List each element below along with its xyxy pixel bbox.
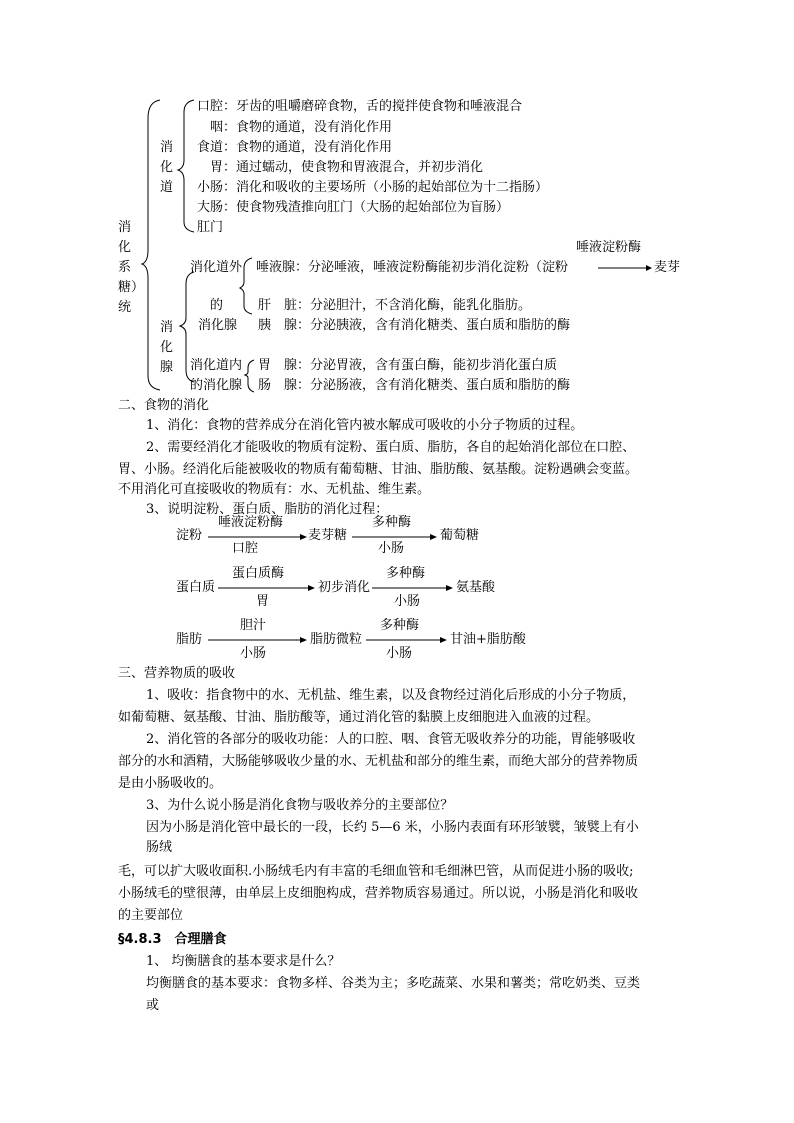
paragraph: 2、需要经消化才能吸收的物质有淀粉、蛋白质、脂肪，各自的起始消化部位在口腔、 <box>146 440 636 455</box>
tract-brace <box>178 100 194 232</box>
paragraph: 是由小肠吸收的。 <box>118 776 223 791</box>
paragraph: 如葡萄糖、氨基酸、甘油、脂肪酸等，通过消化管的黏膜上皮细胞进入血液的过程。 <box>118 710 600 725</box>
system-brace <box>142 100 160 390</box>
tract-item: 大肠：使食物残渣推向肛门（大肠的起始部位为盲肠） <box>197 200 510 215</box>
inner-gland-item: 肠 腺：分泌肠液，含有消化糖类、蛋白质和脂肪的酶 <box>258 378 571 393</box>
paragraph: 1、吸收：指食物中的水、无机盐、维生素，以及食物经过消化后形成的小分子物质， <box>146 688 636 703</box>
section3-heading: 三、营养物质的吸收 <box>118 666 236 681</box>
inner-gland-item: 胃 腺：分泌胃液，含有蛋白酶，能初步消化蛋白质 <box>258 358 558 373</box>
paragraph: 毛，可以扩大吸收面积.小肠绒毛内有丰富的毛细血管和毛细淋巴管，从而促进小肠的吸收; <box>118 864 634 879</box>
paragraph: 1、消化：食物的营养成分在消化管内被水解成可吸收的小分子物质的过程。 <box>146 418 584 433</box>
paragraph: 3、说明淀粉、蛋白质、脂肪的消化过程： <box>146 502 389 517</box>
paragraph: 小肠绒毛的壁很薄，由单层上皮细胞构成，营养物质容易通过。所以说，小肠是消化和吸收 <box>118 886 639 901</box>
paragraph: 胃、小肠。经消化后能被吸收的物质有葡萄糖、甘油、脂肪酸、氨基酸。淀粉遇碘会变蓝。 <box>118 462 639 477</box>
tract-item: 胃：通过蠕动，使食物和胃液混合，并初步消化 <box>210 160 484 175</box>
paragraph: 2、消化管的各部分的吸收功能：人的口腔、咽、食管无吸收养分的功能，胃能够吸收 <box>146 732 636 747</box>
question: 1、 均衡膳食的基本要求是什么？ <box>146 954 341 969</box>
paragraph: 的主要部位 <box>118 908 184 923</box>
paragraph: 因为小肠是消化管中最长的一段，长约 5—6 米，小肠内表面有环形皱襞，皱襞上有小 <box>146 820 639 835</box>
outer-gland-label: 的 <box>210 298 224 313</box>
outer-gland-item: 胰 腺：分泌胰液，含有消化糖类、蛋白质和脂肪的酶 <box>258 318 571 333</box>
section4-heading: §4.8.3 合理膳食 <box>118 932 227 947</box>
inner-gland-label: 的消化腺 <box>190 378 243 393</box>
inner-gland-brace <box>245 360 254 392</box>
tract-item: 小肠：消化和吸收的主要场所（小肠的起始部位为十二指肠） <box>197 180 549 195</box>
paragraph: 不用消化可直接吸收的物质有：水、无机盐、维生素。 <box>118 482 431 497</box>
tract-item: 咽：食物的通道，没有消化作用 <box>210 120 393 135</box>
outer-gland-label: 消化腺 <box>198 318 238 333</box>
paragraph: 肠绒 <box>146 840 173 855</box>
outer-gland-item: 肝 脏：分泌胆汁，不含消化酶，能乳化脂肪。 <box>258 298 532 313</box>
tract-item: 食道：食物的通道，没有消化作用 <box>197 140 393 155</box>
section2-heading: 二、食物的消化 <box>118 398 210 413</box>
outer-gland-label: 消化道外 <box>190 260 243 275</box>
tract-item: 肛门 <box>197 220 224 235</box>
paragraph: 或 <box>146 998 160 1013</box>
maltose-text: 麦芽 <box>654 260 681 275</box>
paragraph: 部分的水和酒精，大肠能够吸收少量的水、无机盐和部分的维生素，而绝大部分的营养物质 <box>118 754 639 769</box>
paragraph: 3、为什么说小肠是消化食物与吸收养分的主要部位？ <box>146 798 454 813</box>
outer-gland-item: 唾液腺：分泌唾液，唾液淀粉酶能初步消化淀粉（淀粉 <box>256 260 569 275</box>
inner-gland-label: 消化道内 <box>190 358 243 373</box>
saliva-enzyme: 唾液淀粉酶 <box>576 240 642 255</box>
paragraph: 均衡膳食的基本要求：食物多样、谷类为主；多吃蔬菜、水果和薯类；常吃奶类、豆类 <box>146 976 641 991</box>
tract-item: 口腔：牙齿的咀嚼磨碎食物，舌的搅拌使食物和唾液混合 <box>197 99 523 114</box>
